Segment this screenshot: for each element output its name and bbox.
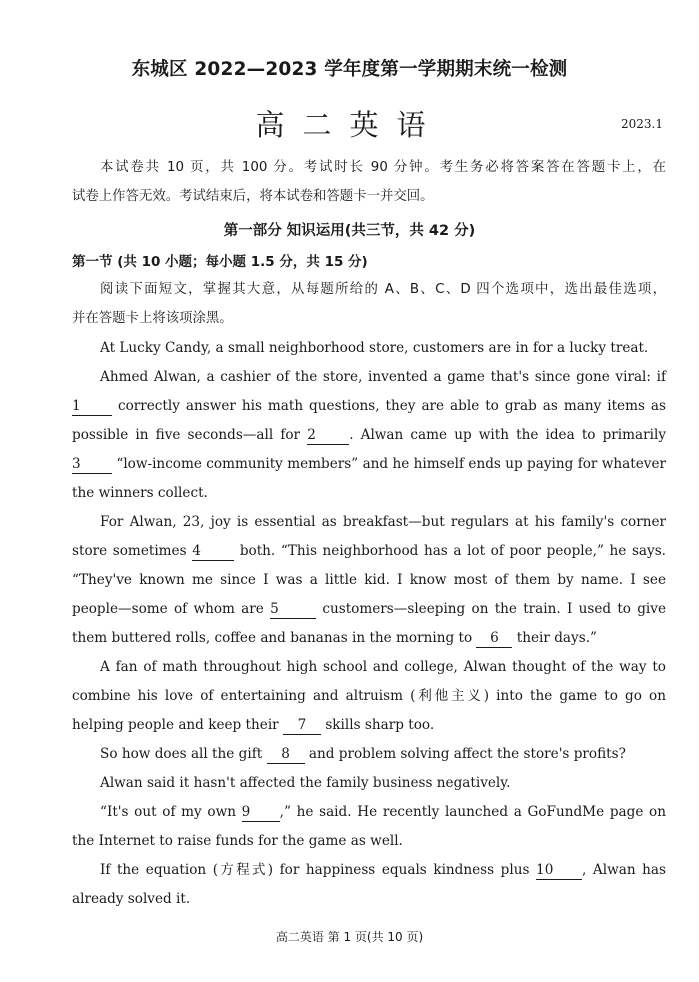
passage-line	[72, 715, 666, 735]
answer-blank-9: 9	[242, 804, 280, 822]
passage-text: If the equation (方程式) for happiness equals kindness plus	[100, 862, 530, 878]
passage-line: the winners collect.	[72, 485, 208, 501]
passage-text: store sometimes	[72, 543, 187, 559]
subject-title: 高二英语	[255, 108, 444, 142]
passage-line	[72, 744, 666, 764]
instructions-line-1: 本试卷共 10 页，共 100 分。考试时长 90 分钟。考生务必将答案答在答题卡上，在	[100, 160, 666, 175]
passage-line: For Alwan, 23, joy is essential as breakfast—but regulars at his family's corner	[100, 514, 666, 530]
passage-text: correctly answer his math questions, they are able to grab as many items as	[117, 398, 666, 414]
answer-blank-7: 7	[283, 717, 321, 735]
passage-text: them buttered rolls, coffee and bananas in the morning to	[72, 630, 473, 646]
passage-line	[72, 599, 666, 619]
passage-line: “They've known me since I was a little kid. I know most of them by name. I see	[72, 572, 666, 588]
passage-line	[72, 425, 666, 445]
answer-blank-4: 4	[192, 543, 234, 561]
directions-line-1: 阅读下面短文，掌握其大意，从每题所给的 A、B、C、D 四个选项中，选出最佳选项，	[100, 282, 666, 297]
passage-text: and problem solving affect the store's profits?	[308, 746, 626, 762]
directions-line-2: 并在答题卡上将该项涂黑。	[72, 311, 233, 326]
passage-text: “low-income community members” and he himself ends up paying for whatever	[116, 456, 667, 472]
passage-text: people—some of whom are	[72, 601, 264, 617]
passage-text: So how does all the gift	[100, 746, 263, 762]
passage-line	[72, 628, 666, 648]
passage-text: ,” he said. He recently launched a GoFundMe page on	[279, 804, 666, 820]
answer-blank-6: 6	[476, 630, 512, 648]
passage-line: Ahmed Alwan, a cashier of the store, invented a game that's since gone viral: if	[100, 369, 666, 385]
answer-blank-10: 10	[536, 862, 582, 880]
section-heading: 第一节 (共 10 小题；每小题 1.5 分，共 15 分)	[72, 254, 368, 270]
passage-line	[72, 802, 666, 822]
passage-text: customers—sleeping on the train. I used to give	[322, 601, 666, 617]
passage-line	[72, 541, 666, 561]
passage-line: At Lucky Candy, a small neighborhood store, customers are in for a lucky treat.	[100, 340, 649, 356]
part-heading: 第一部分 知识运用(共三节，共 42 分)	[223, 223, 476, 239]
passage-text: possible in five seconds—all for	[72, 427, 301, 443]
exam-date: 2023.1	[621, 117, 663, 131]
answer-blank-5: 5	[270, 601, 316, 619]
passage-line: the Internet to raise funds for the game as well.	[72, 833, 403, 849]
passage-line: combine his love of entertaining and altruism (利他主义) into the game to go on	[72, 688, 666, 704]
passage-line	[72, 860, 666, 880]
passage-line: A fan of math throughout high school and college, Alwan thought of the way to	[100, 659, 666, 675]
passage-text: skills sharp too.	[325, 717, 435, 733]
passage-line: already solved it.	[72, 891, 191, 907]
answer-blank-8: 8	[267, 746, 305, 764]
answer-blank-2: 2	[307, 427, 349, 445]
instructions-line-2: 试卷上作答无效。考试结束后，将本试卷和答题卡一并交回。	[72, 189, 434, 204]
passage-text: . Alwan came up with the idea to primarily	[349, 427, 667, 443]
passage-line: Alwan said it hasn't affected the family business negatively.	[100, 775, 511, 791]
exam-title: 东城区 2022—2023 学年度第一学期期末统一检测	[131, 59, 568, 80]
passage-text: “It's out of my own	[100, 804, 236, 820]
page-footer: 高二英语 第 1 页(共 10 页)	[275, 930, 424, 944]
passage-text: helping people and keep their	[72, 717, 279, 733]
passage-text: their days.”	[516, 630, 597, 646]
passage-line	[72, 454, 666, 474]
passage-text: , Alwan has	[582, 862, 666, 878]
passage-text: both. “This neighborhood has a lot of poor people,” he says.	[239, 543, 667, 559]
answer-blank-1: 1	[72, 398, 112, 416]
passage-line	[72, 396, 666, 416]
answer-blank-3: 3	[72, 456, 112, 474]
